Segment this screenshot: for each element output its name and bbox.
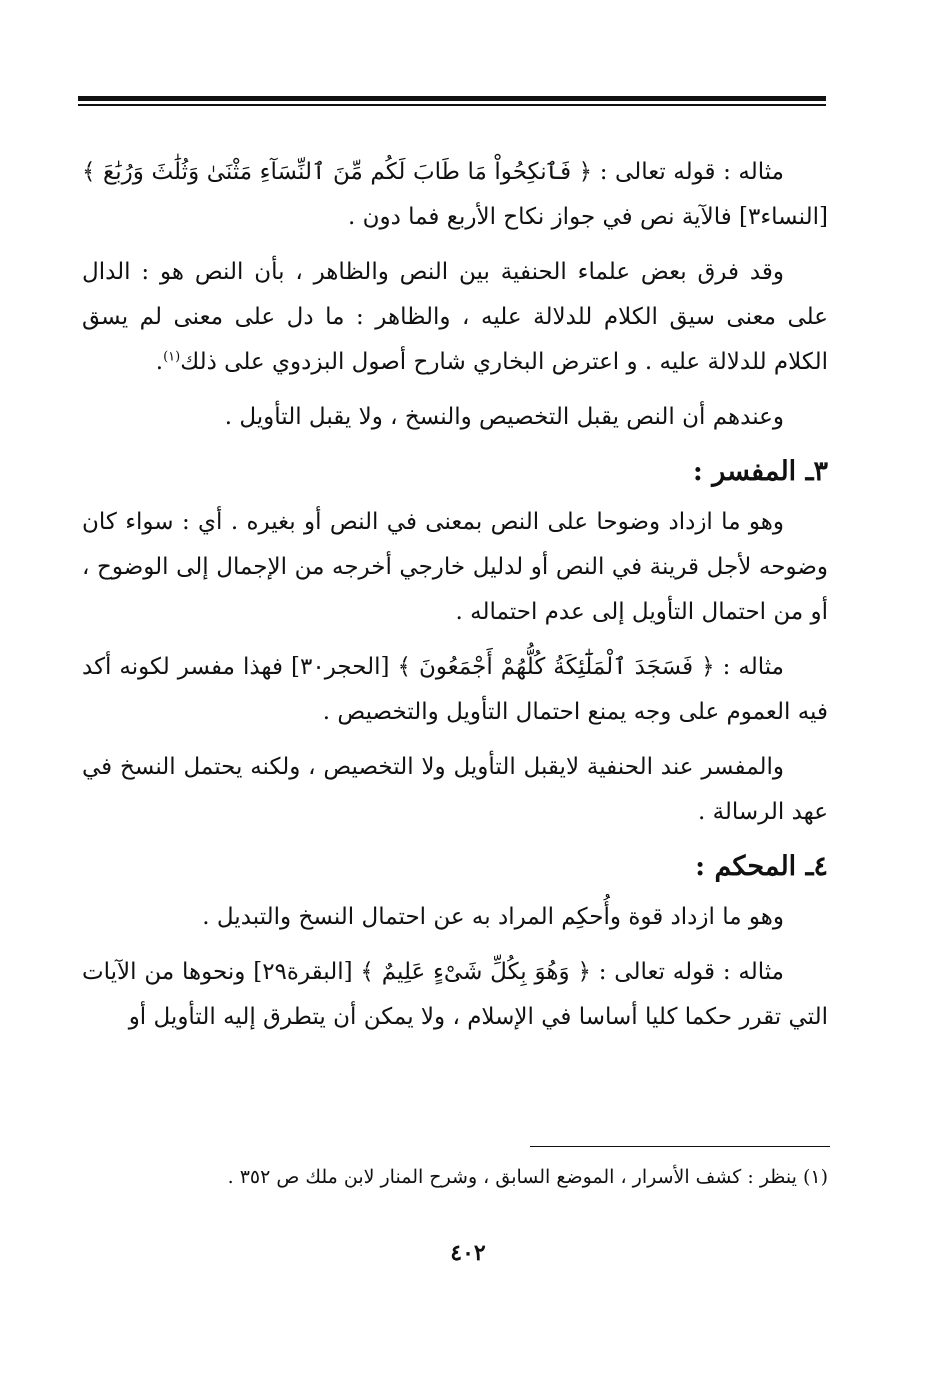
- paragraph-mufassar-definition: وهو ما ازداد وضوحا على النص بمعنى في النص أو بغيره . أي : سواء كان وضوحه لأجل قرينة في النص أو لدليل خارجي أخرجه من الإجمال إلى الوضوح ، أو من احتمال التأويل إلى عدم احتماله .: [82, 509, 828, 625]
- paragraph-nass-rule: وعندهم أن النص يقبل التخصيص والنسخ ، ولا يقبل التأويل .: [224, 404, 784, 430]
- section-heading-muhkam: ٤ـ المحكم :: [695, 851, 828, 882]
- main-text: [82, 150, 828, 1050]
- paragraph-muhkam-example: مثاله : قوله تعالى : ﴿ وَهُوَ بِكُلِّ شَىْءٍ عَلِيمٌ ﴾ [البقرة٢٩] ونحوها من الآيات التي تقرر حكما كليا أساسا في الإسلام ، ولا يمكن أن يتطرق إليه التأويل أو: [82, 959, 828, 1030]
- page-number: ٤٠٢: [450, 1240, 486, 1266]
- paragraph-mufassar-rule: والمفسر عند الحنفية لايقبل التأويل ولا التخصيص ، ولكنه يحتمل النسخ في عهد الرسالة .: [82, 754, 828, 825]
- paragraph-example-nisa: مثاله : قوله تعالى : ﴿ فَٱنكِحُواْ مَا طَابَ لَكُم مِّنَ ٱلنِّسَآءِ مَثْنَىٰ وَثُلَٰثَ وَرُبَٰعَ ﴾ [النساء٣] فالآية نص في جواز نكاح الأربع فما دون .: [82, 159, 828, 230]
- paragraph-hanafi-distinction: [82, 250, 828, 385]
- footnote-separator: [530, 1146, 830, 1147]
- paragraph-hanafi-distinction-text: وقد فرق بعض علماء الحنفية بين النص والظاهر ، بأن النص هو : الدال على معنى سيق الكلام للدلالة عليه ، والظاهر : ما دل على معنى لم يسق الكلام للدلالة عليه . و اعترض البخاري شارح أصول البزدوي على ذلك: [82, 259, 828, 375]
- footnote-1: (١) ينظر : كشف الأسرار ، الموضع السابق ، وشرح المنار لابن ملك ص ٣٥٢ .: [227, 1166, 828, 1188]
- paragraph-muhkam-definition: وهو ما ازداد قوة وأُحكِم المراد به عن احتمال النسخ والتبديل .: [202, 904, 784, 930]
- paragraph-hanafi-distinction-end: .: [155, 349, 164, 375]
- paragraph-mufassar-example: مثاله : ﴿ فَسَجَدَ ٱلْمَلَٰٓئِكَةُ كُلُّهُمْ أَجْمَعُونَ ﴾ [الحجر٣٠] فهذا مفسر لكونه أكد فيه العموم على وجه يمنع احتمال التأويل والتخصيص .: [82, 654, 828, 725]
- header-rule-thin: [78, 104, 826, 106]
- header-rule-thick: [78, 96, 826, 101]
- section-heading-mufassar: ٣ـ المفسر :: [692, 456, 828, 487]
- footnote-reference-1: (١): [163, 349, 181, 365]
